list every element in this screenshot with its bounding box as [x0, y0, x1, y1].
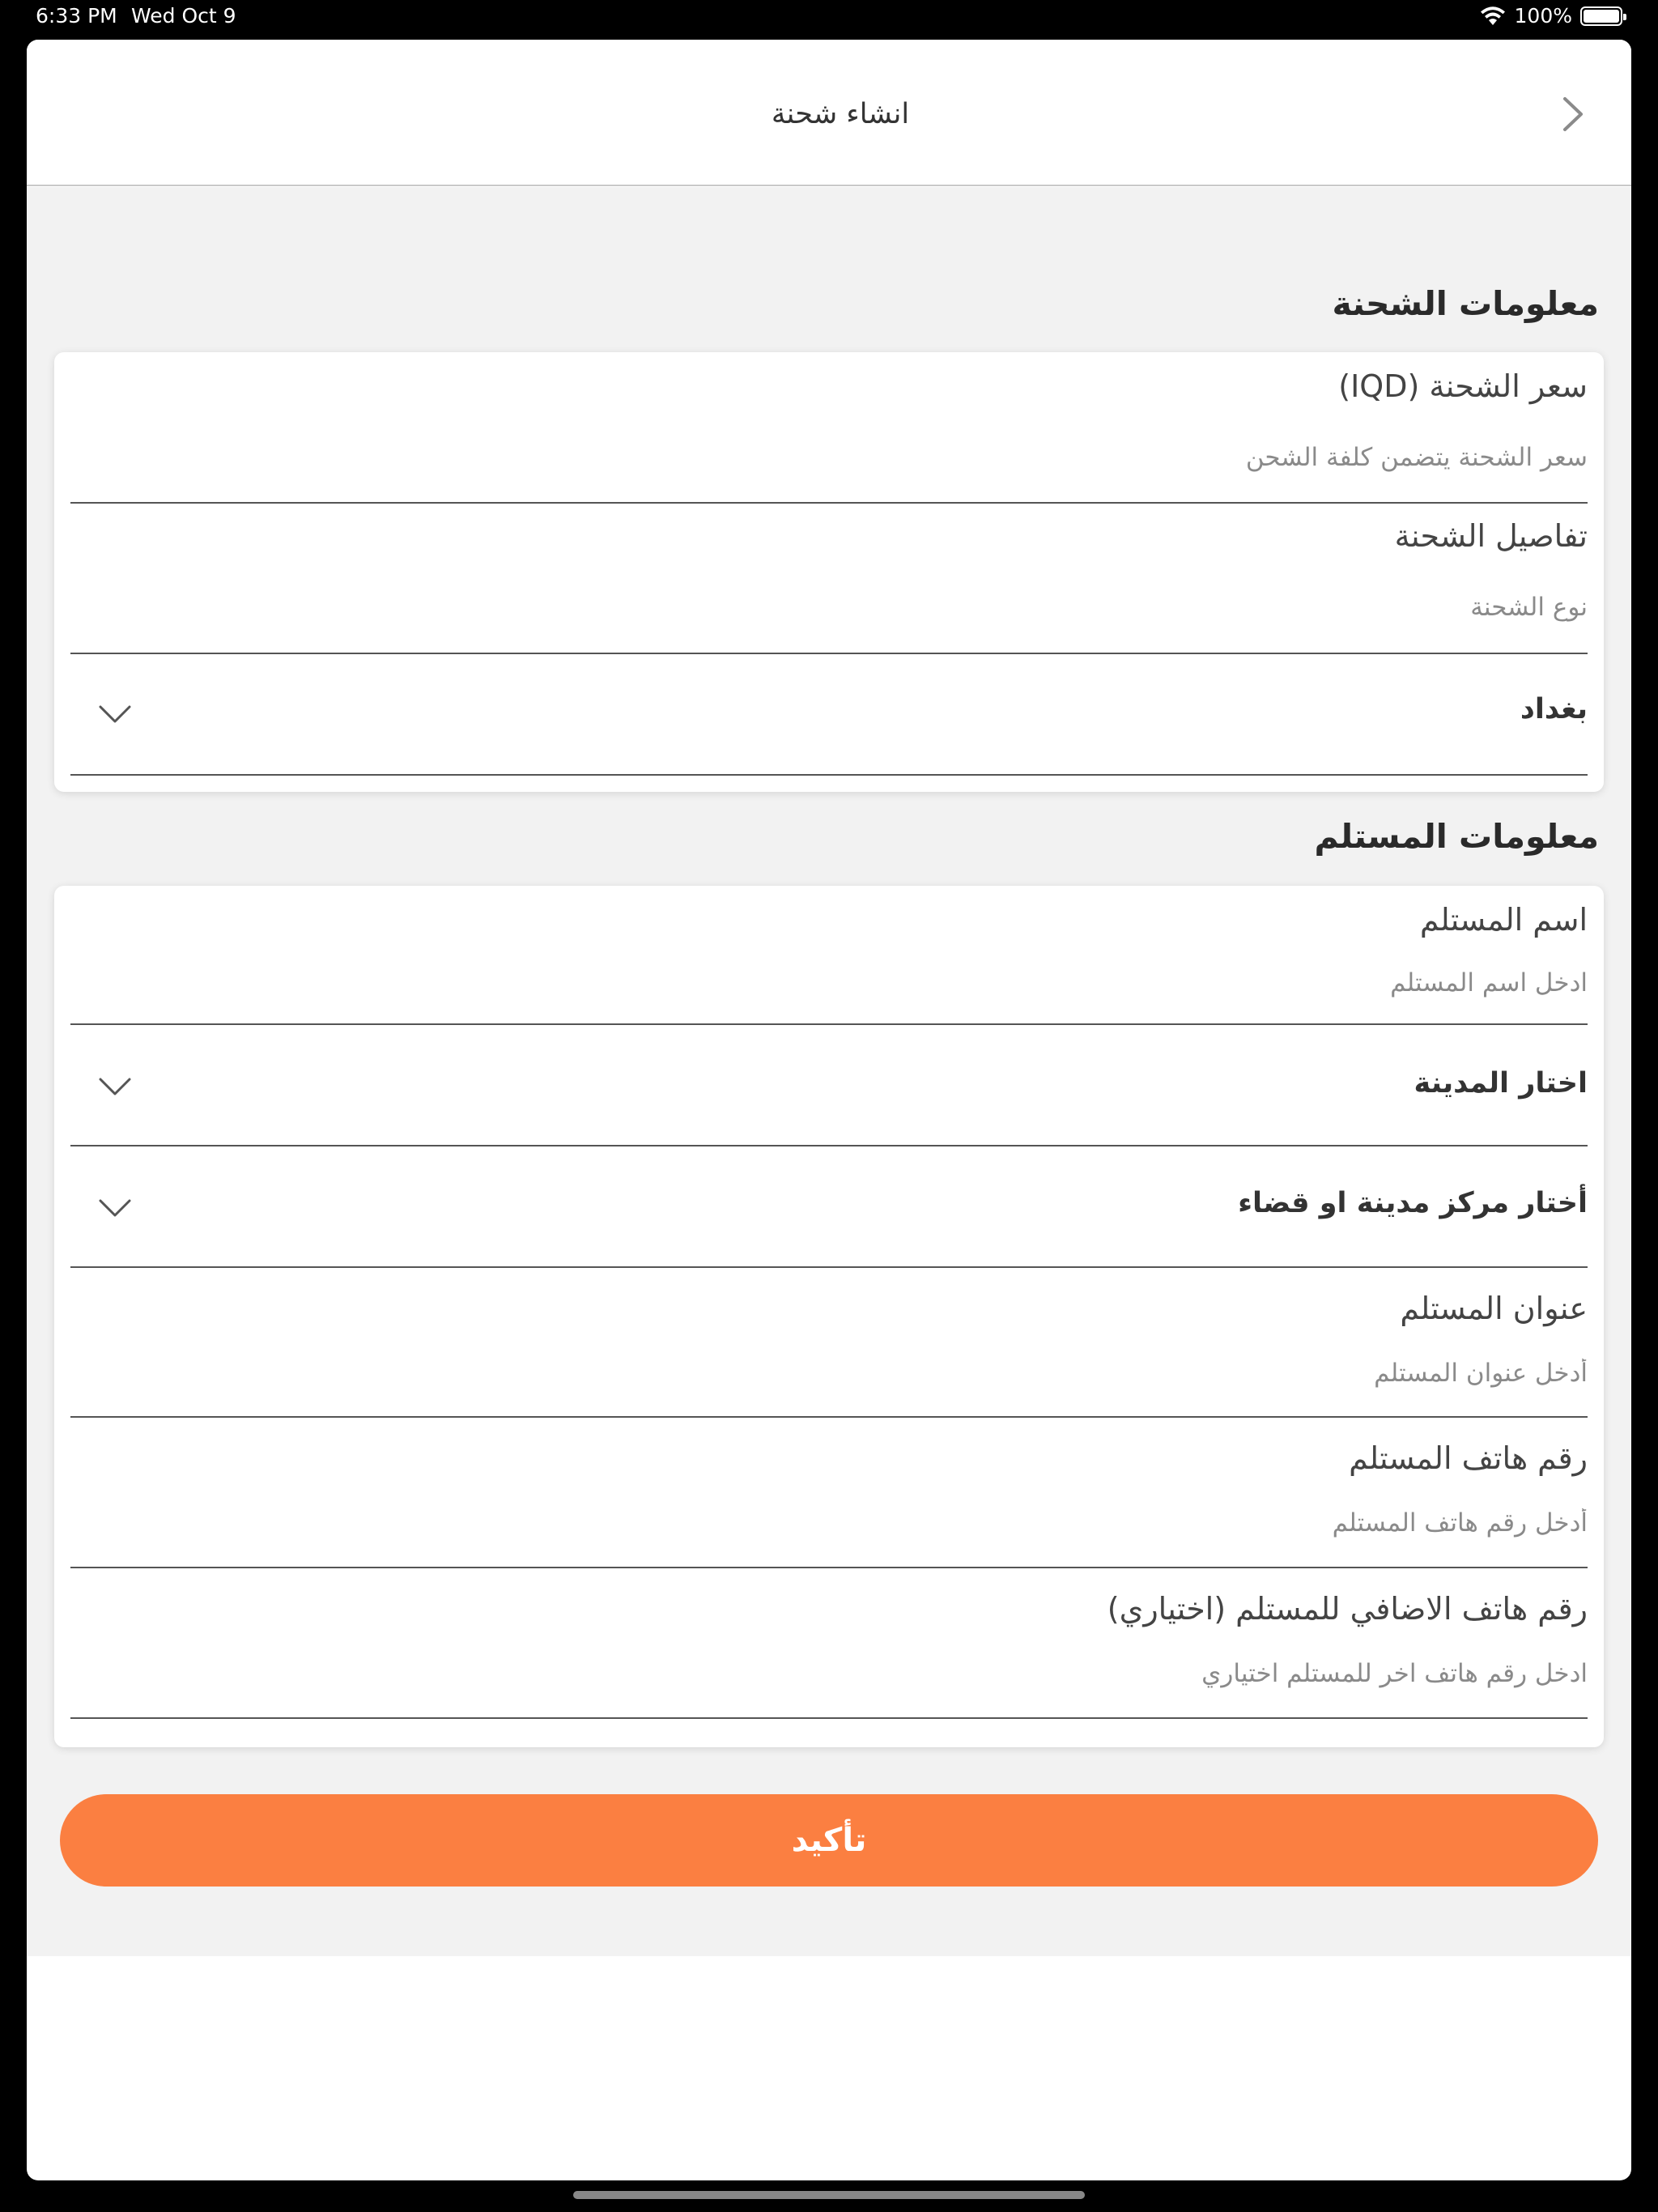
chevron-down-icon: [98, 1198, 132, 1218]
navigation-bar: [27, 40, 1631, 186]
status-time: 6:33 PM: [36, 4, 117, 28]
recipient-address-input[interactable]: [70, 1354, 1588, 1393]
recipient-section-title: معلومات المستلم: [1314, 817, 1599, 856]
shipment-card: [54, 352, 1604, 792]
recipient-city-label: اختار المدينة: [1414, 1067, 1588, 1100]
recipient-name-field: [70, 886, 1588, 1025]
form-content: [27, 187, 1631, 1956]
price-label: سعر الشحنة (IQD): [1338, 368, 1588, 404]
recipient-name-input[interactable]: [70, 963, 1588, 1002]
recipient-card: [54, 886, 1604, 1747]
recipient-address-label: عنوان المستلم: [1400, 1291, 1588, 1326]
recipient-extra-phone-field: [70, 1568, 1588, 1719]
status-date: Wed Oct 9: [131, 4, 236, 28]
home-indicator[interactable]: [573, 2191, 1085, 2199]
app-sheet: [27, 40, 1631, 2180]
recipient-city-select[interactable]: [70, 1025, 1588, 1146]
status-indicators: [1479, 4, 1622, 28]
confirm-button[interactable]: تأكيد: [60, 1794, 1598, 1887]
status-bar: [0, 0, 1658, 39]
details-label: تفاصيل الشحنة: [1394, 518, 1588, 554]
chevron-right-icon[interactable]: [1560, 96, 1586, 133]
shipment-section-title: معلومات الشحنة: [1332, 284, 1599, 323]
shipment-city-value: بغداد: [1520, 693, 1588, 725]
details-field: [70, 504, 1588, 654]
recipient-phone-field: [70, 1418, 1588, 1568]
shipment-city-select[interactable]: [70, 654, 1588, 776]
recipient-phone-label: رقم هاتف المستلم: [1349, 1440, 1588, 1476]
details-input[interactable]: [70, 588, 1588, 627]
page-title: انشاء شحنة: [771, 98, 910, 130]
battery-icon: [1580, 6, 1622, 26]
recipient-name-label: اسم المستلم: [1419, 902, 1588, 938]
recipient-phone-input[interactable]: [70, 1504, 1588, 1542]
chevron-down-icon: [98, 704, 132, 724]
price-field: [70, 352, 1588, 504]
recipient-extra-phone-input[interactable]: [70, 1654, 1588, 1693]
recipient-district-select[interactable]: [70, 1146, 1588, 1268]
recipient-district-label: أختار مركز مدينة او قضاء: [1238, 1187, 1588, 1219]
battery-percent: 100%: [1514, 4, 1572, 28]
price-input[interactable]: [70, 438, 1588, 477]
chevron-down-icon: [98, 1077, 132, 1096]
recipient-extra-phone-label: رقم هاتف الاضافي للمستلم (اختياري): [1107, 1591, 1588, 1627]
recipient-address-field: [70, 1268, 1588, 1418]
wifi-icon: [1479, 6, 1507, 27]
